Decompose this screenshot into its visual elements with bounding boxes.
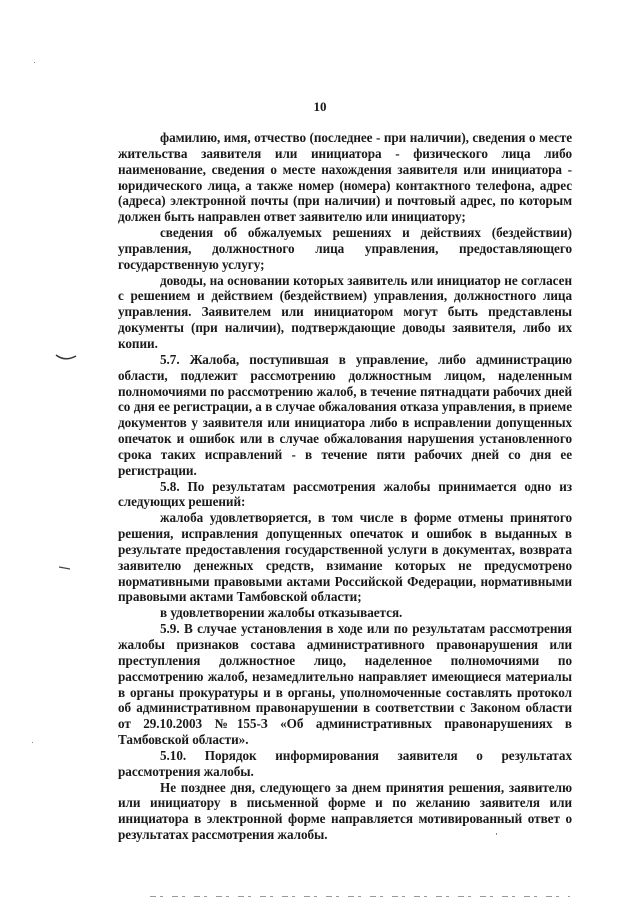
paragraph: фамилию, имя, отчество (последнее - при наличии), сведения о месте жительства заявителя или инициатора - физического лица либо наименование, сведения о месте нахождения заявителя или инициатора - юридического лица, а также номер (номера) контактного телефона, адрес (адреса) электронной почты (при наличии) и почтовый адрес, по которым должен быть направлен ответ заявителю или инициатору;: [118, 130, 572, 225]
paragraph: доводы, на основании которых заявитель или инициатор не согласен с решением и действием (бездействием) управления, должностного лица управления. Заявителем или инициатором могут быть представлены документы (при наличии), подтверждающие доводы заявителя, либо их копии.: [118, 272, 572, 351]
paragraph: жалоба удовлетворяется, в том числе в форме отмены принятого решения, исправления допущенных опечаток и ошибок в выданных в результате предоставления государственной услуги в документах, возврата заявителю денежных средств, взимание которых не предусмотрено нормативными правовыми актами Российской Федерации, нормативными правовыми актами Тамбовской области;: [118, 510, 572, 605]
scan-mark: [55, 352, 77, 368]
scan-mark: [58, 563, 72, 574]
paragraph: в удовлетворении жалобы отказывается.: [160, 605, 403, 621]
scan-edge: [150, 896, 570, 897]
paragraph: 5.8. По результатам рассмотрения жалобы принимается одно из следующих решений:: [118, 478, 572, 510]
scan-speck: [32, 742, 33, 743]
paragraph: 5.7. Жалоба, поступившая в управление, либо администрацию области, подлежит рассмотрению должностным лицом, наделенным полномочиями по рассмотрению жалоб, в течение пятнадцати рабочих дней со дня ее регистрации, а в случае обжалования отказа управления, в приеме документов у заявителя или инициатора либо в исправлении допущенных опечаток и ошибок или в случае обжалования нарушения установленного срока таких исправлений - в течение пяти рабочих дней со дня ее регистрации.: [118, 351, 572, 478]
paragraph: 5.10. Порядок информирования заявителя о результатах рассмотрения жалобы.: [118, 747, 572, 779]
paragraph: Не позднее дня, следующего за днем принятия решения, заявителю или инициатору в письменной форме и по желанию заявителя или инициатора в электронной форме направляется мотивированный ответ о результатах рассмотрения жалобы.: [118, 779, 572, 843]
paragraph: 5.9. В случае установления в ходе или по результатам рассмотрения жалобы признаков состава административного правонарушения или преступления должностное лицо, наделенное полномочиями по рассмотрению жалоб, незамедлительно направляет имеющиеся материалы в органы прокуратуры и в органы, уполномоченные составлять протокол об административном правонарушении в соответствии с Законом области от 29.10.2003 №155-З «Об административных правонарушениях в Тамбовской области».: [118, 621, 572, 748]
paragraph: сведения об обжалуемых решениях и действиях (бездействии) управления, должностного лица управления, предоставляющего государственную услугу;: [118, 225, 572, 272]
scan-speck: [496, 833, 497, 835]
page-number: 10: [313, 99, 327, 114]
scan-speck: [34, 62, 35, 63]
document-body: [118, 130, 572, 843]
